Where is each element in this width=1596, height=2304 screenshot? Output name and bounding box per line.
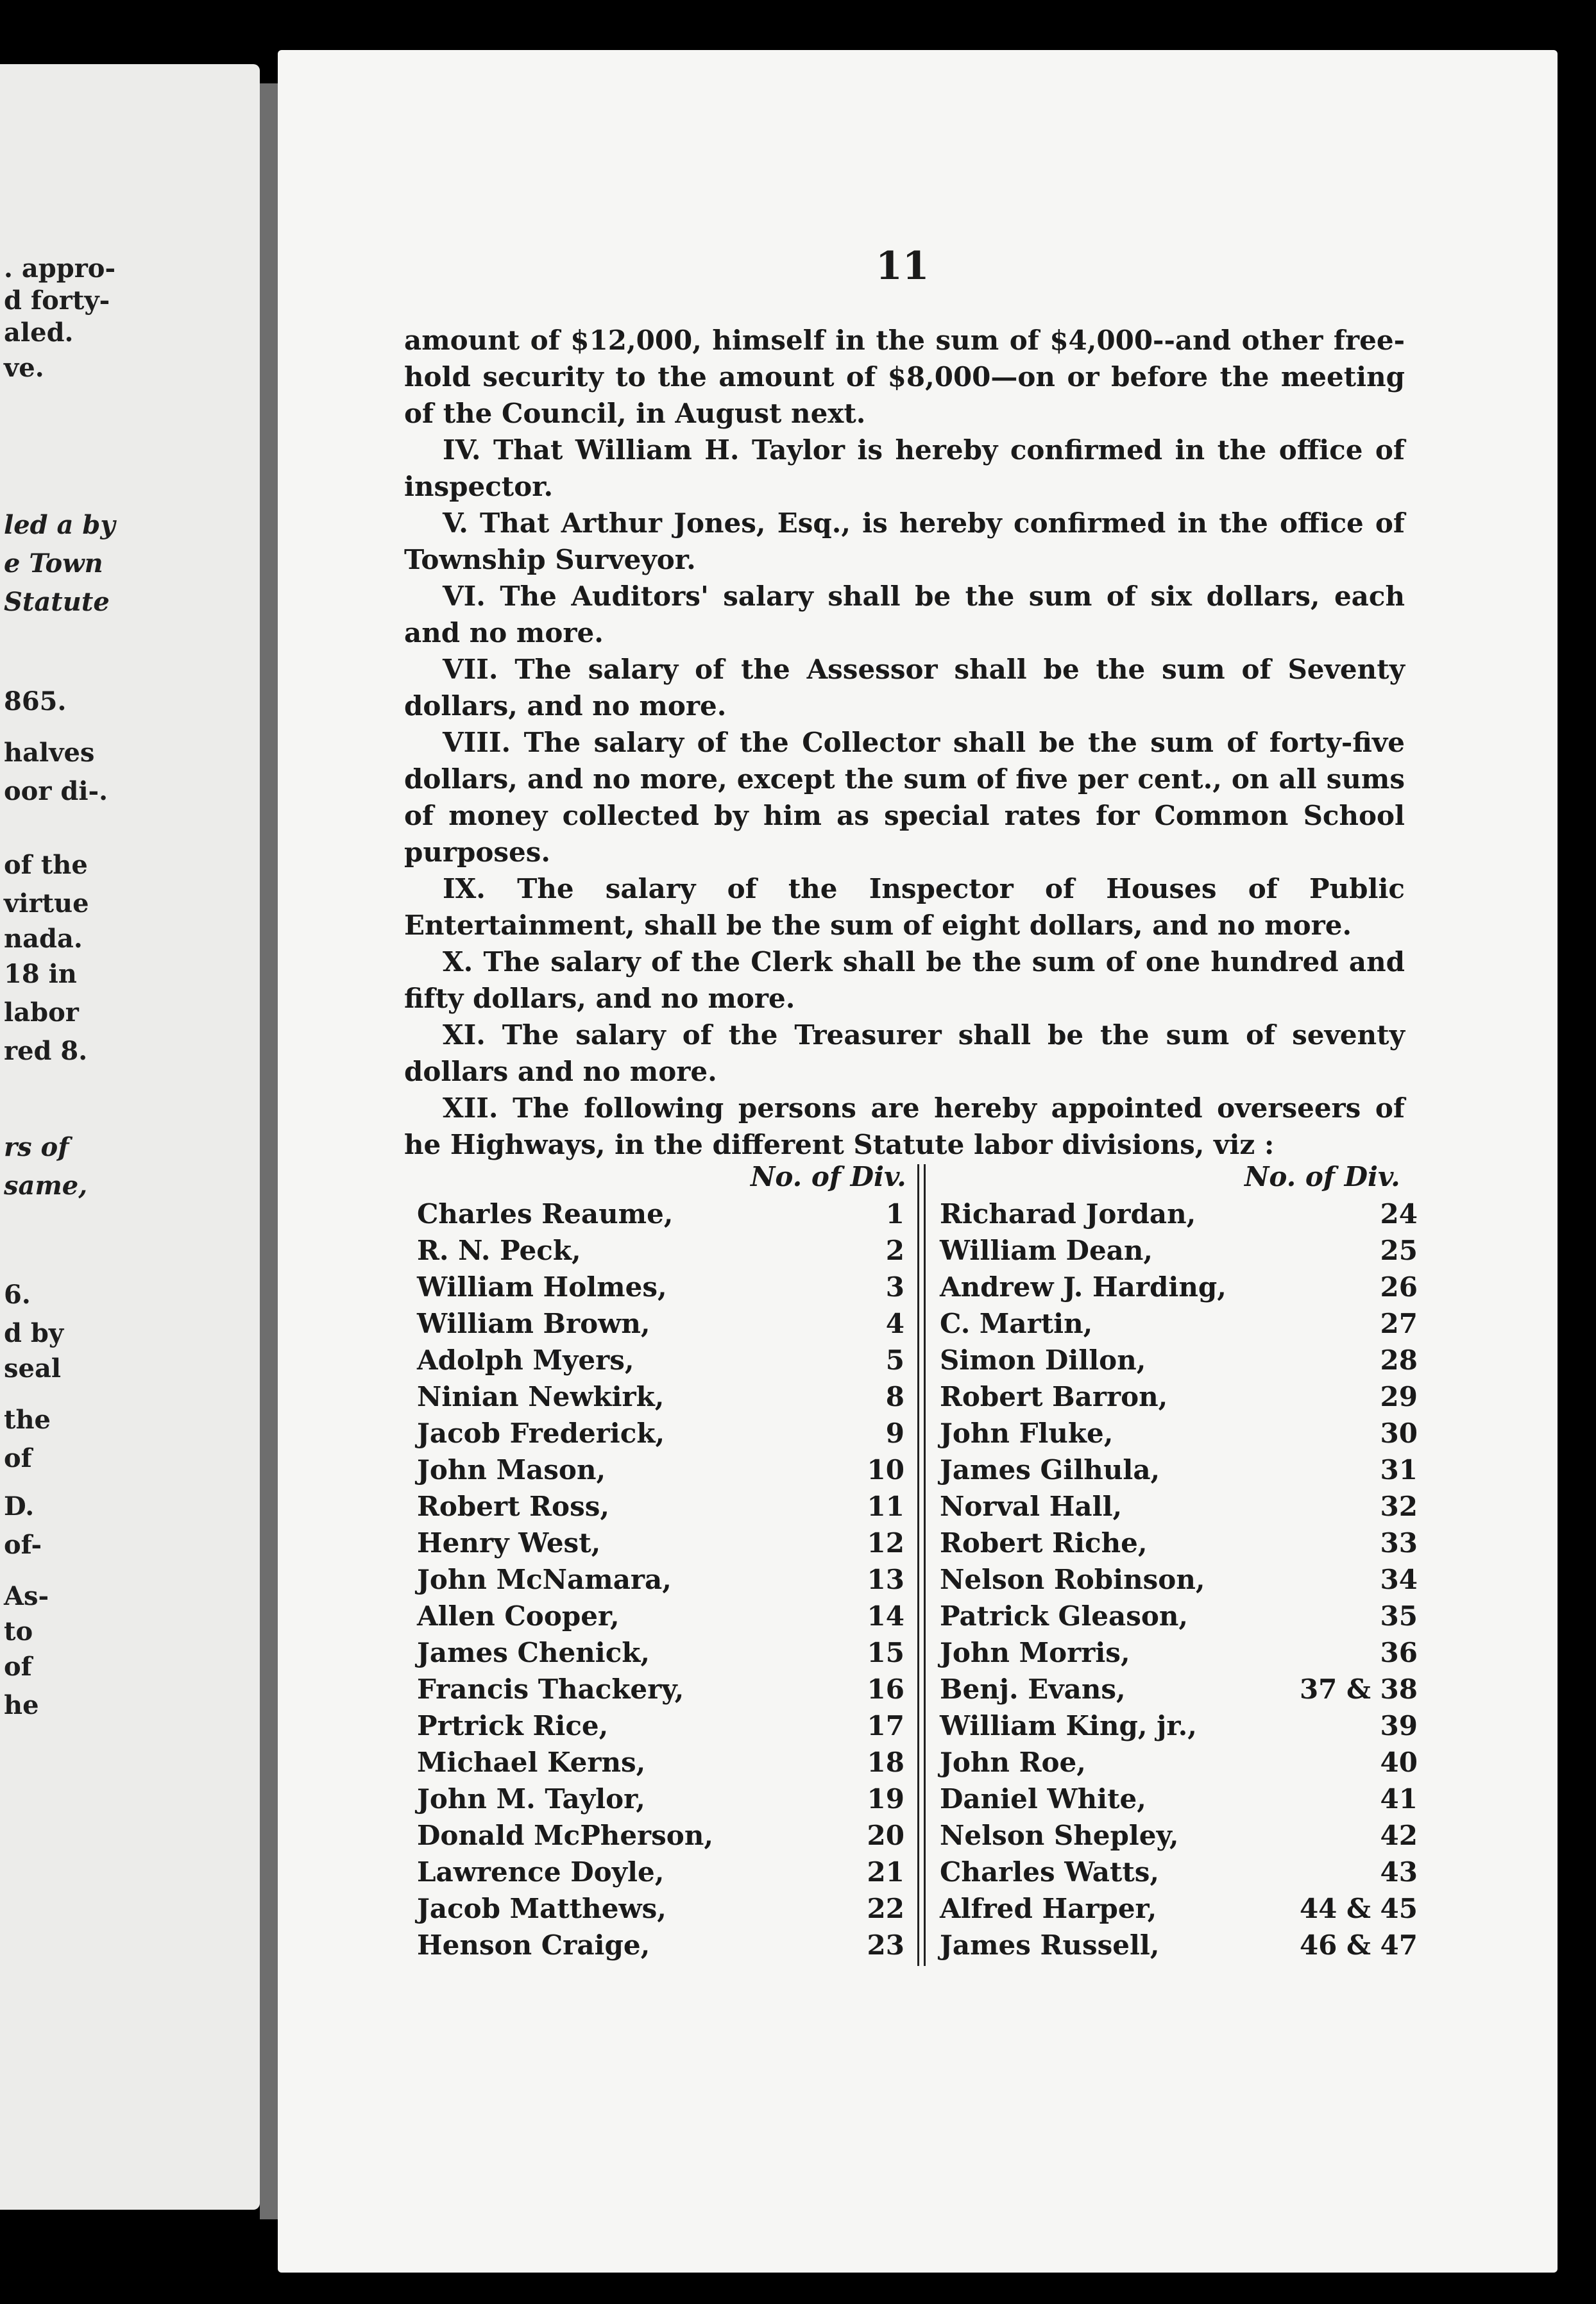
overseer-name: Michael Kerns,	[417, 1747, 646, 1778]
overseer-name: James Russell,	[940, 1929, 1160, 1961]
resolution-xi: XI. The salary of the Treasurer shall be the sum of seventy dollars and no more.	[404, 1019, 1405, 1087]
resolution-v: V. That Arthur Jones, Esq., is hereby confirmed in the office of Township Surveyor.	[404, 507, 1405, 575]
margin-fragment: nada.	[4, 924, 83, 954]
table-row	[417, 1527, 904, 1564]
division-number: 35	[1380, 1600, 1418, 1632]
table-row	[940, 1673, 1418, 1710]
table-header-right: No. of Div.	[1244, 1161, 1400, 1192]
overseers-left-column	[417, 1198, 904, 1966]
division-number: 19	[867, 1783, 904, 1815]
table-row	[940, 1564, 1418, 1600]
division-number: 22	[867, 1893, 904, 1924]
overseer-name: William Dean,	[940, 1235, 1153, 1266]
margin-fragment: same,	[4, 1171, 88, 1201]
division-number: 24	[1380, 1198, 1418, 1230]
division-number: 37 & 38	[1299, 1673, 1418, 1705]
margin-fragment: of	[4, 1652, 32, 1682]
table-row	[417, 1454, 904, 1491]
margin-fragment: 865.	[4, 686, 67, 716]
overseer-name: Lawrence Doyle,	[417, 1856, 665, 1888]
overseer-name: James Gilhula,	[940, 1454, 1160, 1486]
table-row	[940, 1820, 1418, 1856]
table-row	[417, 1747, 904, 1783]
division-number: 3	[885, 1271, 904, 1303]
table-row	[940, 1747, 1418, 1783]
table-row	[417, 1308, 904, 1344]
table-row	[417, 1381, 904, 1418]
table-row	[417, 1856, 904, 1893]
table-row	[417, 1783, 904, 1820]
overseer-name: Norval Hall,	[940, 1491, 1123, 1522]
division-number: 2	[885, 1235, 904, 1266]
overseer-name: Jacob Frederick,	[417, 1418, 665, 1449]
overseer-name: Adolph Myers,	[417, 1344, 634, 1376]
margin-fragment: led a by	[4, 510, 115, 540]
division-number: 15	[867, 1637, 904, 1668]
division-number: 1	[885, 1198, 904, 1230]
table-row	[940, 1783, 1418, 1820]
overseer-name: William Brown,	[417, 1308, 650, 1339]
overseers-right-column	[940, 1198, 1418, 1966]
table-row	[417, 1271, 904, 1308]
table-row	[417, 1893, 904, 1929]
table-header-left: No. of Div.	[751, 1161, 906, 1192]
division-number: 44 & 45	[1299, 1893, 1418, 1924]
division-number: 21	[867, 1856, 904, 1888]
margin-fragment: 6.	[4, 1280, 31, 1310]
overseer-name: Charles Watts,	[940, 1856, 1160, 1888]
page-number: 11	[876, 244, 930, 289]
division-number: 14	[867, 1600, 904, 1632]
table-row	[417, 1198, 904, 1235]
table-row	[940, 1235, 1418, 1271]
column-divider-double	[924, 1164, 926, 1966]
overseer-name: R. N. Peck,	[417, 1235, 581, 1266]
table-row	[417, 1600, 904, 1637]
overseer-name: Robert Riche,	[940, 1527, 1148, 1559]
margin-fragment: halves	[4, 738, 95, 768]
division-number: 16	[867, 1673, 904, 1705]
paragraph-amount: amount of $12,000, himself in the sum of $4,000--and other free-hold security to the amount of $8,000—on or before the meeting of the Council, in August next.	[404, 325, 1405, 429]
margin-fragment: red 8.	[4, 1036, 88, 1066]
table-row	[940, 1418, 1418, 1454]
table-row	[417, 1235, 904, 1271]
overseer-name: John Morris,	[940, 1637, 1130, 1668]
overseer-name: Alfred Harper,	[940, 1893, 1157, 1924]
table-row	[417, 1564, 904, 1600]
margin-fragment: 18 in	[4, 959, 77, 989]
resolution-x: X. The salary of the Clerk shall be the sum of one hundred and fifty dollars, and no more.	[404, 946, 1405, 1014]
division-number: 28	[1380, 1344, 1418, 1376]
margin-fragment: . appro-	[4, 253, 116, 284]
table-row	[417, 1820, 904, 1856]
table-row	[940, 1491, 1418, 1527]
table-row	[940, 1527, 1418, 1564]
division-number: 46 & 47	[1299, 1929, 1418, 1961]
division-number: 13	[867, 1564, 904, 1595]
division-number: 17	[867, 1710, 904, 1741]
overseer-name: John McNamara,	[417, 1564, 672, 1595]
margin-fragment: d by	[4, 1318, 64, 1348]
overseer-name: Nelson Robinson,	[940, 1564, 1205, 1595]
division-number: 33	[1380, 1527, 1418, 1559]
table-row	[417, 1637, 904, 1673]
overseer-name: Nelson Shepley,	[940, 1820, 1179, 1851]
overseer-name: Henry West,	[417, 1527, 601, 1559]
book-spine	[260, 83, 278, 2219]
division-number: 40	[1380, 1747, 1418, 1778]
margin-fragment: e Town	[4, 548, 103, 579]
table-row	[940, 1198, 1418, 1235]
margin-fragment: virtue	[4, 888, 89, 919]
overseer-name: Prtrick Rice,	[417, 1710, 609, 1741]
overseer-name: John Roe,	[940, 1747, 1086, 1778]
overseer-name: Robert Ross,	[417, 1491, 609, 1522]
division-number: 31	[1380, 1454, 1418, 1486]
overseer-name: Jacob Matthews,	[417, 1893, 666, 1924]
division-number: 41	[1380, 1783, 1418, 1815]
overseer-name: Ninian Newkirk,	[417, 1381, 665, 1412]
overseer-name: William Holmes,	[417, 1271, 667, 1303]
table-row	[417, 1491, 904, 1527]
division-number: 36	[1380, 1637, 1418, 1668]
margin-fragment: of	[4, 1443, 32, 1473]
margin-fragment: As-	[4, 1581, 49, 1611]
resolution-iv: IV. That William H. Taylor is hereby confirmed in the office of inspector.	[404, 434, 1405, 502]
table-row	[940, 1308, 1418, 1344]
division-number: 29	[1380, 1381, 1418, 1412]
margin-fragment: he	[4, 1690, 39, 1720]
margin-fragment: oor di-.	[4, 776, 108, 806]
overseer-name: Daniel White,	[940, 1783, 1146, 1815]
division-number: 42	[1380, 1820, 1418, 1851]
margin-fragment: ve.	[4, 353, 44, 383]
margin-fragment: d forty-	[4, 285, 110, 316]
overseer-name: James Chenick,	[417, 1637, 650, 1668]
overseer-name: Donald McPherson,	[417, 1820, 713, 1851]
margin-fragment: of the	[4, 850, 88, 880]
division-number: 12	[867, 1527, 904, 1559]
margin-fragment: the	[4, 1405, 51, 1435]
margin-fragment: seal	[4, 1353, 62, 1384]
resolution-vi: VI. The Auditors' salary shall be the sum of six dollars, each and no more.	[404, 580, 1405, 648]
table-row	[940, 1856, 1418, 1893]
table-row	[417, 1418, 904, 1454]
resolution-xii: XII. The following persons are hereby appointed overseers of he Highways, in the different Statute labor divisions, viz :	[404, 1092, 1405, 1160]
overseer-name: Charles Reaume,	[417, 1198, 674, 1230]
margin-fragment: labor	[4, 997, 79, 1028]
division-number: 34	[1380, 1564, 1418, 1595]
table-row	[940, 1344, 1418, 1381]
division-number: 18	[867, 1747, 904, 1778]
table-row	[417, 1673, 904, 1710]
division-number: 10	[867, 1454, 904, 1486]
table-row	[940, 1710, 1418, 1747]
overseer-name: Richarad Jordan,	[940, 1198, 1196, 1230]
overseer-name: Allen Cooper,	[417, 1600, 620, 1632]
table-row	[417, 1929, 904, 1966]
division-number: 9	[885, 1418, 904, 1449]
division-number: 26	[1380, 1271, 1418, 1303]
overseer-name: Robert Barron,	[940, 1381, 1168, 1412]
overseer-name: Andrew J. Harding,	[940, 1271, 1227, 1303]
table-row	[417, 1344, 904, 1381]
table-row	[940, 1381, 1418, 1418]
overseer-name: Francis Thackery,	[417, 1673, 684, 1705]
overseer-name: John Fluke,	[940, 1418, 1114, 1449]
division-number: 43	[1380, 1856, 1418, 1888]
margin-fragment: D.	[4, 1491, 35, 1521]
table-row	[940, 1893, 1418, 1929]
table-row	[940, 1929, 1418, 1966]
division-number: 23	[867, 1929, 904, 1961]
division-number: 25	[1380, 1235, 1418, 1266]
table-row	[940, 1454, 1418, 1491]
table-row	[417, 1710, 904, 1747]
overseer-name: William King, jr.,	[940, 1710, 1197, 1741]
margin-fragment: to	[4, 1616, 33, 1647]
body-text	[404, 322, 1405, 1163]
overseer-name: Benj. Evans,	[940, 1673, 1126, 1705]
division-number: 8	[885, 1381, 904, 1412]
division-number: 11	[867, 1491, 904, 1522]
left-page	[0, 64, 260, 2210]
overseer-name: Patrick Gleason,	[940, 1600, 1189, 1632]
table-row	[940, 1271, 1418, 1308]
margin-fragment: Statute	[4, 587, 110, 617]
division-number: 32	[1380, 1491, 1418, 1522]
overseer-name: C. Martin,	[940, 1308, 1093, 1339]
column-divider	[917, 1164, 919, 1966]
overseer-name: Simon Dillon,	[940, 1344, 1146, 1376]
resolution-ix: IX. The salary of the Inspector of Houses of Public Entertainment, shall be the sum of eight dollars, and no more.	[404, 873, 1405, 941]
resolution-viii: VIII. The salary of the Collector shall be the sum of forty-five dollars, and no more, except the sum of five per cent., on all sums of money collected by him as special rates for Common School purposes.	[404, 727, 1405, 868]
division-number: 27	[1380, 1308, 1418, 1339]
margin-fragment: of-	[4, 1530, 42, 1560]
division-number: 39	[1380, 1710, 1418, 1741]
table-row	[940, 1600, 1418, 1637]
overseer-name: Henson Craige,	[417, 1929, 650, 1961]
division-number: 4	[885, 1308, 904, 1339]
overseer-name: John Mason,	[417, 1454, 606, 1486]
resolution-vii: VII. The salary of the Assessor shall be the sum of Seventy dollars, and no more.	[404, 654, 1405, 722]
margin-fragment: rs of	[4, 1132, 69, 1162]
table-row	[940, 1637, 1418, 1673]
division-number: 20	[867, 1820, 904, 1851]
margin-fragment: aled.	[4, 318, 74, 348]
division-number: 5	[885, 1344, 904, 1376]
overseer-name: John M. Taylor,	[417, 1783, 645, 1815]
division-number: 30	[1380, 1418, 1418, 1449]
